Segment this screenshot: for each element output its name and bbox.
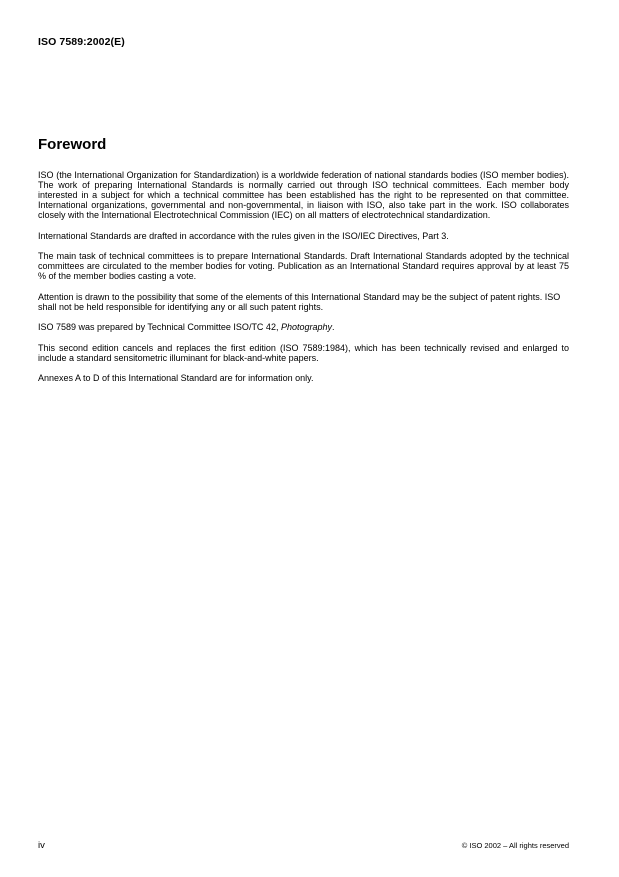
foreword-body — [38, 170, 569, 393]
copyright-notice: © ISO 2002 – All rights reserved — [461, 841, 569, 850]
paragraph-annexes: Annexes A to D of this International Standard are for information only. — [38, 373, 314, 384]
paragraph-prepared-by — [38, 322, 569, 332]
paragraph-drafting-rules: International Standards are drafted in accordance with the rules given in the ISO/IEC Directives, Part 3. — [38, 230, 449, 241]
page-number: iv — [38, 840, 45, 851]
paragraph-iso-federation: ISO (the International Organization for Standardization) is a worldwide federation of national standards bodies (ISO member bodies). The work of preparing International Standards is normally carried out through ISO technical committees. Each member body interested in a subject for which a technical committee has been established has the right to be represented on that committee. International organizations, governmental and non-governmental, in liaison with ISO, also take part in the work. ISO collaborates closely with the International Electrotechnical Commission (IEC) on all matters of electrotechnical standardization. — [38, 170, 569, 221]
prepared-by-end: . — [332, 322, 335, 333]
document-id: ISO 7589:2002(E) — [38, 36, 125, 48]
committee-subject: Photography — [280, 322, 332, 333]
prepared-by-text: ISO 7589 was prepared by Technical Committee ISO/TC 42, — [38, 322, 281, 333]
paragraph-edition: This second edition cancels and replaces the first edition (ISO 7589:1984), which has been technically revised and enlarged to include a standard sensitometric illuminant for black-and-white papers. — [38, 342, 569, 363]
paragraph-patent-notice: Attention is drawn to the possibility that some of the elements of this International Standard may be the subject of patent rights. ISO shall not be held responsible for identifying any or all such patent rights. — [38, 291, 561, 312]
section-title: Foreword — [38, 136, 107, 153]
paragraph-committee-task: The main task of technical committees is to prepare International Standards. Draft International Standards adopted by the technical committees are circulated to the member bodies for voting. Publication as an International Standard requires approval by at least 75 % of the member bodies casting a vote. — [38, 251, 569, 282]
